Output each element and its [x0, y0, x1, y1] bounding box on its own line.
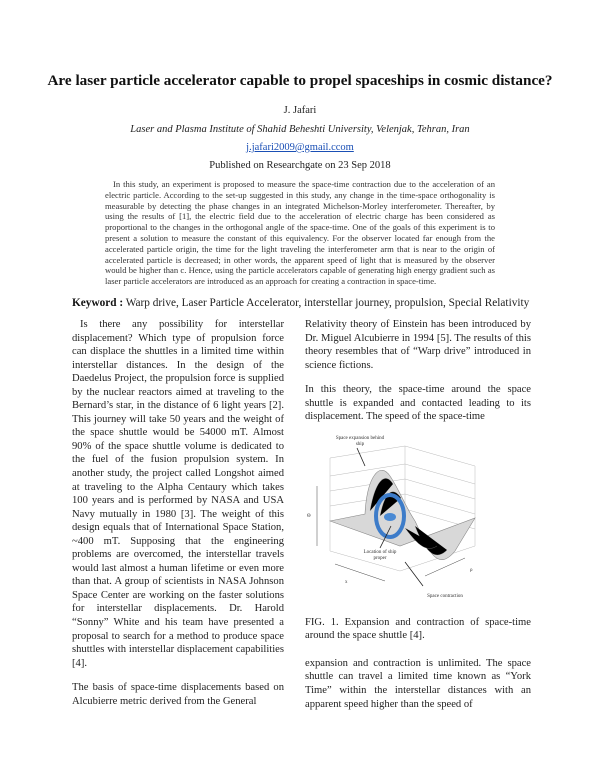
abstract: In this study, an experiment is proposed to measure the space-time contraction due to the acceleration of an electric particle. According to the set-up suggested in this study, any change in the time-space orthogonality is measurable by detecting the phase changes in an integrated Michelson-Morley interferometer. Thereafter, by using the results of [1], the electric field due to the acceleration of electric charge has been considered as proportional to the changes in the orthogonal angle of the space-time. One of the goals of this experiment is to present a solution to measure the constant of this equivalency. For the observer located far enough from the accelerated particle origin, the time for the light traveling the interferometer arm that is near to the origin of accelerated particle is decreased; in other words, the apparent speed of light that is measured by the observer would be higher than c. Hence, using the particle accelerators capable of generating high energy gradient such as laser particle accelerators are introduced as an approach for creating a contraction in space-time. [105, 179, 495, 287]
paragraph: expansion and contraction is unlimited. The space shuttle can travel a limited time known as “York Time” within the interstellar distances with an apparent speed higher than the speed of [305, 657, 531, 710]
keywords-label: Keyword : [72, 297, 124, 309]
warp-surface-plot [305, 436, 531, 606]
email-line [0, 142, 600, 153]
figure-warp-bubble [305, 436, 531, 606]
left-column [72, 318, 284, 719]
paragraph: Relativity theory of Einstein has been introduced by Dr. Miguel Alcubierre in 1994 [5]. The results of this theory resembles that of “Warp drive” introduced in science fictions. [305, 319, 531, 371]
keywords [72, 297, 542, 309]
paragraph: In this theory, the space-time around the space shuttle is expanded and contacted leading to its displacement. The speed of the space-time [305, 384, 531, 423]
figure-caption: FIG. 1. Expansion and contraction of space-time around the space shuttle [4]. [305, 616, 531, 642]
right-column [305, 318, 531, 722]
axis-label-rho: ρ [470, 567, 473, 573]
email-link[interactable]: j.jafari2009@gmail.ccom [246, 142, 354, 153]
paper-title: Are laser particle accelerator capable to propel spaceships in cosmic distance? [47, 72, 553, 89]
label-space-contraction: Space contraction [427, 593, 463, 599]
published-date: Published on Researchgate on 23 Sep 2018 [209, 160, 391, 171]
paragraph: Is there any possibility for interstellar displacement? Which type of propulsion force can displace the shuttles in a limited time within interstellar distances. In the design of the Daedelus Project, the propulsion force is supplied by the nuclear reactors aimed at traveling to the Bernard’s star, in the distance of 6 light years [2]. This journey will take 50 years and the weight of the space shuttle would be 54000 mT. Almost 90% of the space shuttle volume is dedicated to the fuel of the fusion propulsion system. In another study, the project called Longshot aimed at traveling to the Alpha Centaury which takes 100 years and is performed by NASA and USA Navy mutually in 1980 [3]. The weight of this design equals that of International Space Station, ~400 mT. Supposing that the engineering problems are overcomed, the interstellar travels would last almost a human lifetime or even more than that. A group of scientists in NASA Johnson Space Center are working on the faster solutions for interstellar displacements. Dr. Harold “Sonny” White and his team have presented a proposal to search for a method to produce space shuttles with interstellar displacement capabilities [4]. [72, 319, 284, 669]
paragraph: The basis of space-time displacements based on Alcubierre metric derived from the General [72, 682, 284, 707]
label-ship-location: Location of ship proper [363, 549, 397, 561]
axis-label-theta: Θ [307, 513, 311, 519]
author: J. Jafari [283, 105, 317, 116]
affiliation: Laser and Plasma Institute of Shahid Beheshti University, Velenjak, Tehran, Iran [130, 124, 470, 135]
label-space-expansion: Space expansion behind ship [335, 435, 385, 447]
axis-label-x: x [345, 579, 348, 585]
keywords-text: Warp drive, Laser Particle Accelerator, interstellar journey, propulsion, Special Relativity [125, 297, 530, 309]
